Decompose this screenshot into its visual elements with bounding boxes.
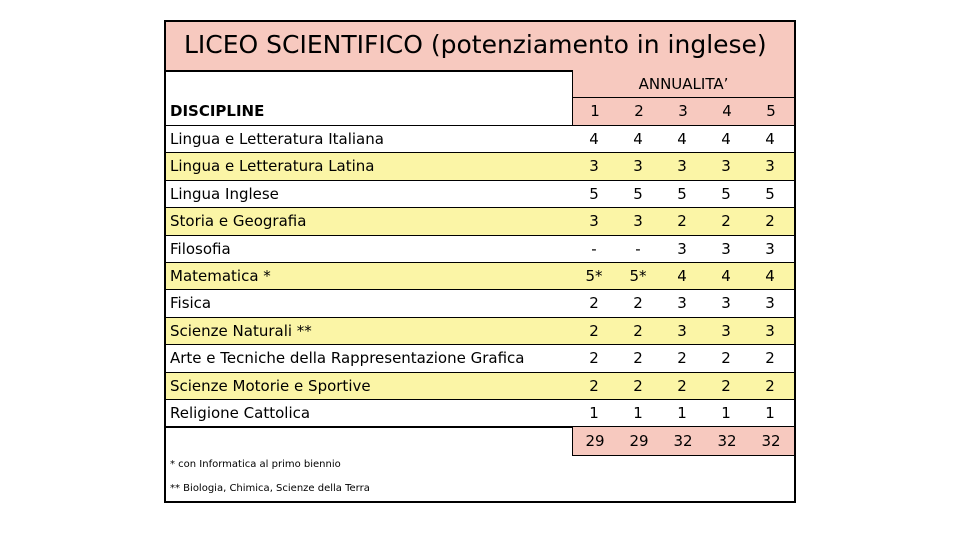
year-header: 5 (766, 102, 776, 120)
table-row (166, 345, 794, 372)
hours-cell: 3 (589, 212, 599, 231)
hours-cell: 2 (721, 212, 731, 231)
hours-cell: 2 (765, 212, 775, 231)
hours-cell: 5 (589, 184, 599, 203)
hours-cell: 3 (677, 239, 687, 258)
year-header: 3 (678, 102, 688, 120)
hours-cell: 3 (633, 157, 643, 176)
hours-cell: 4 (765, 130, 775, 148)
hours-cell: 2 (633, 349, 643, 368)
totals-divider (166, 427, 572, 428)
hours-cell: 3 (765, 239, 775, 258)
hours-cell: 3 (633, 212, 643, 231)
hours-cell: 3 (721, 157, 731, 176)
hours-cell: 2 (677, 376, 687, 395)
hours-cell: 2 (677, 349, 687, 368)
subject-name: Lingua e Letteratura Latina (170, 157, 375, 176)
hours-cell: 3 (721, 321, 731, 340)
hours-cell: 3 (721, 239, 731, 258)
table-row (166, 263, 794, 290)
subject-name: Scienze Motorie e Sportive (170, 376, 371, 395)
hours-cell: 4 (589, 130, 599, 148)
title-banner (166, 22, 794, 72)
hours-cell: 1 (765, 404, 775, 422)
hours-cell: 4 (721, 267, 731, 285)
hours-cell: 2 (589, 321, 599, 340)
table-row (166, 373, 794, 400)
hours-cell: 4 (721, 130, 731, 148)
hours-cell: 2 (589, 376, 599, 395)
hours-cell: 2 (633, 321, 643, 340)
annualita-header: ANNUALITA’ (572, 70, 794, 98)
hours-cell: 1 (721, 404, 731, 422)
page-title: LICEO SCIENTIFICO (potenziamento in inglese) (184, 30, 767, 59)
hours-cell: 1 (633, 404, 643, 422)
table-row (166, 318, 794, 345)
hours-cell: 2 (721, 376, 731, 395)
hours-cell: 2 (589, 349, 599, 368)
hours-cell: 2 (633, 294, 643, 313)
hours-cell: 3 (677, 321, 687, 340)
hours-cell: 4 (677, 130, 687, 148)
year-header: 2 (634, 102, 644, 120)
hours-cell: 3 (589, 157, 599, 176)
subject-name: Lingua e Letteratura Italiana (170, 130, 384, 148)
subject-name: Filosofia (170, 239, 231, 258)
table-row (166, 153, 794, 180)
hours-cell: 1 (589, 404, 599, 422)
year-header: 4 (722, 102, 732, 120)
hours-cell: 2 (633, 376, 643, 395)
hours-cell: 5 (677, 184, 687, 203)
hours-cell: 2 (765, 349, 775, 368)
total-cell: 32 (717, 432, 737, 450)
table-row (166, 236, 794, 263)
subject-name: Religione Cattolica (170, 404, 311, 422)
hours-cell: 4 (633, 130, 643, 148)
hours-cell: 3 (765, 294, 775, 313)
subject-name: Storia e Geografia (170, 212, 307, 231)
year-header: 1 (590, 102, 600, 120)
hours-cell: 4 (677, 267, 687, 285)
hours-cell: 3 (677, 294, 687, 313)
hours-cell: 3 (677, 157, 687, 176)
subject-name: Matematica * (170, 267, 271, 285)
totals-row (572, 427, 794, 456)
hours-cell: 2 (765, 376, 775, 395)
curriculum-table (164, 20, 796, 503)
footnote-informatica: * con Informatica al primo biennio (170, 459, 341, 470)
hours-cell: 4 (765, 267, 775, 285)
total-cell: 29 (585, 432, 605, 450)
hours-cell: 3 (765, 321, 775, 340)
hours-cell: 5* (585, 267, 603, 285)
subject-name: Fisica (170, 294, 212, 313)
hours-cell: 2 (721, 349, 731, 368)
years-header-row (572, 98, 794, 126)
table-row (166, 290, 794, 317)
hours-cell: - (635, 239, 641, 258)
subject-name: Scienze Naturali ** (170, 321, 312, 340)
hours-cell: 3 (721, 294, 731, 313)
subject-name: Lingua Inglese (170, 184, 279, 203)
total-cell: 32 (673, 432, 693, 450)
hours-cell: 2 (589, 294, 599, 313)
table-row (166, 208, 794, 235)
subject-name: Arte e Tecniche della Rappresentazione Grafica (170, 349, 525, 368)
table-row (166, 181, 794, 208)
table-row (166, 400, 794, 427)
hours-cell: 2 (677, 212, 687, 231)
hours-cell: 5 (721, 184, 731, 203)
footnote-scienze: ** Biologia, Chimica, Scienze della Terra (170, 483, 370, 494)
hours-cell: 1 (677, 404, 687, 422)
hours-cell: 5 (633, 184, 643, 203)
hours-cell: 3 (765, 157, 775, 176)
hours-cell: - (591, 239, 597, 258)
table-row (166, 126, 794, 153)
hours-cell: 5 (765, 184, 775, 203)
disciplines-header: DISCIPLINE (170, 102, 265, 120)
total-cell: 29 (629, 432, 649, 450)
total-cell: 32 (761, 432, 781, 450)
hours-cell: 5* (629, 267, 647, 285)
